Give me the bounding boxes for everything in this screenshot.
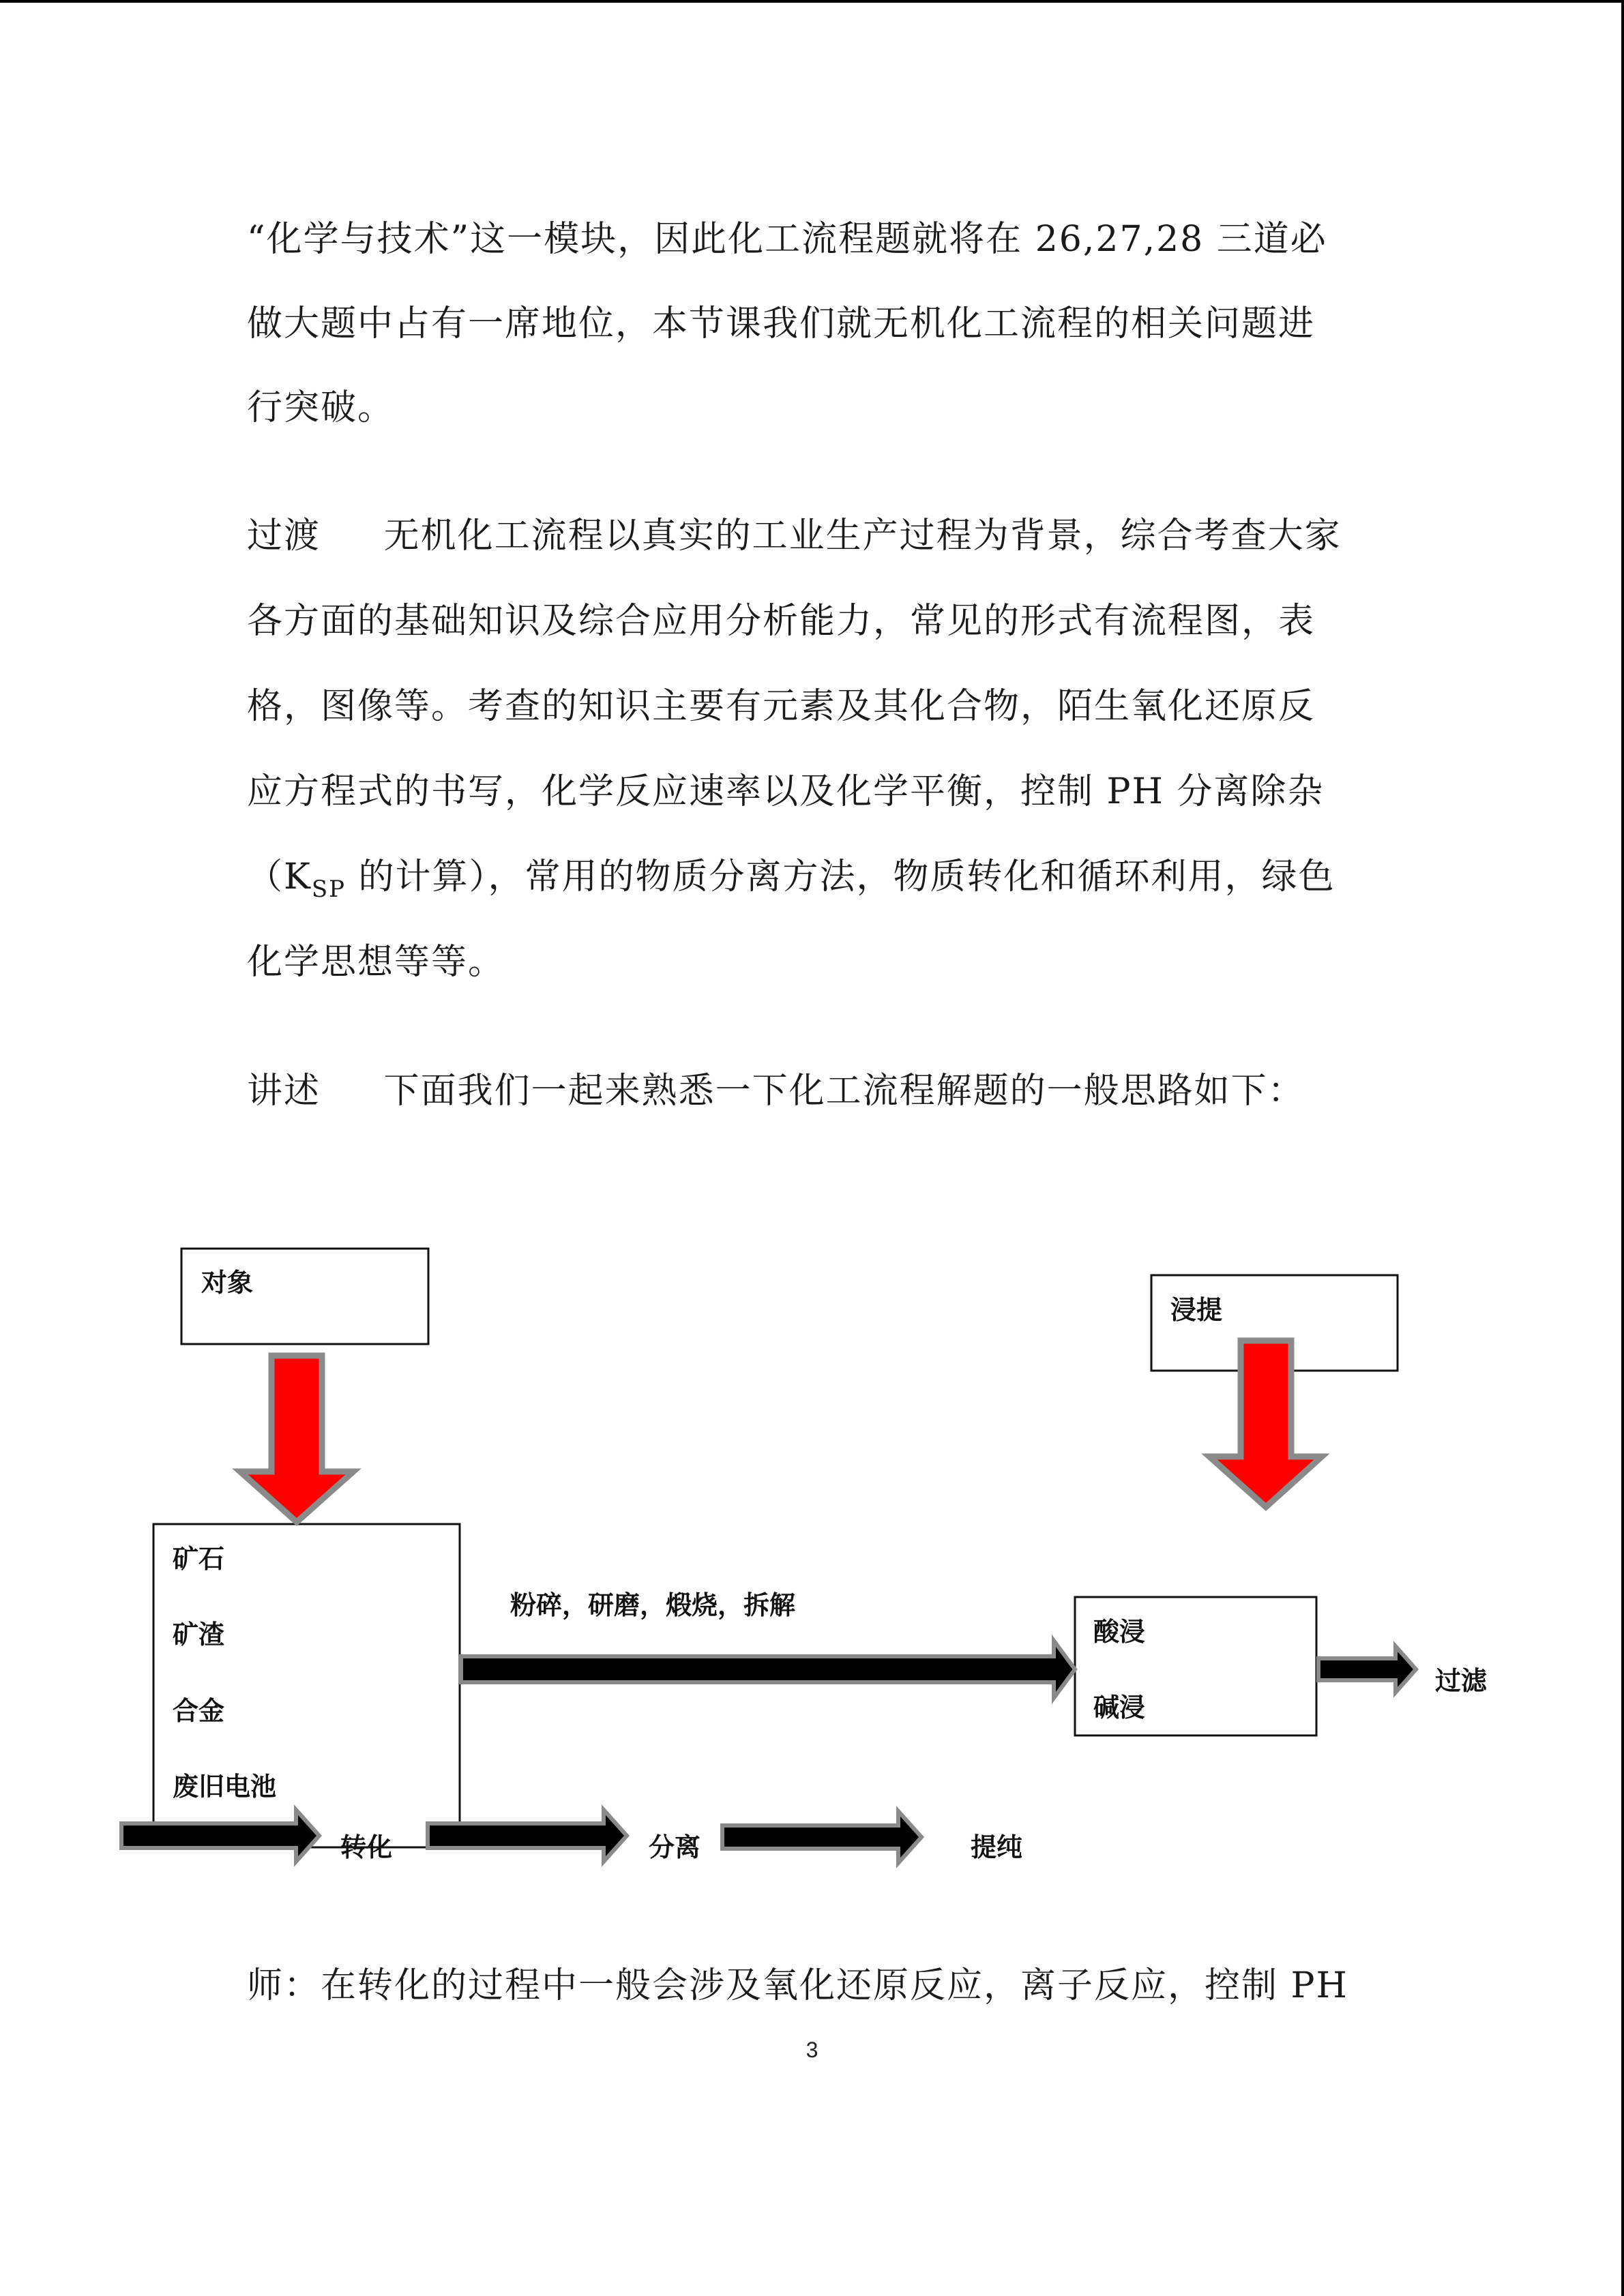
- paragraph-line: 化学思想等等。: [247, 942, 505, 983]
- paragraph-line: 应方程式的书写，化学反应速率以及化学平衡，控制 PH 分离除杂: [247, 771, 1325, 812]
- paragraph-line: 师：在转化的过程中一般会涉及氧化还原反应，离子反应，控制 PH: [247, 1965, 1348, 2006]
- leach-method-item: 酸浸: [1093, 1617, 1146, 1647]
- arrow-to-filter: [1318, 1646, 1416, 1693]
- ksp-rest: 的计算），常用的物质分离方法，物质转化和循环利用，绿色: [346, 856, 1335, 897]
- paragraph-line: 做大题中占有一席地位，本节课我们就无机化工流程的相关问题进: [247, 303, 1316, 344]
- paragraph-line: 讲述 下面我们一起来熟悉一下化工流程解题的一般思路如下：: [247, 1071, 1305, 1112]
- step-label-separate: 分离: [649, 1832, 701, 1862]
- object-box-label: 对象: [201, 1268, 254, 1298]
- ksp-open: （K: [247, 856, 312, 897]
- material-item: 矿渣: [173, 1620, 225, 1650]
- page-number: 3: [806, 2038, 818, 2062]
- step-label-transform: 转化: [340, 1832, 393, 1862]
- leaching-box-label: 浸提: [1170, 1295, 1223, 1325]
- material-item: 废旧电池: [173, 1772, 277, 1802]
- ksp-subscript: SP: [311, 876, 346, 903]
- arrow-to-leach: [461, 1641, 1075, 1698]
- material-item: 合金: [173, 1696, 225, 1726]
- paragraph-line: 各方面的基础知识及综合应用分析能力，常见的形式有流程图，表: [247, 601, 1316, 642]
- paragraph-line: 过渡 无机化工流程以真实的工业生产过程为背景，综合考查大家: [247, 516, 1342, 556]
- filter-label: 过滤: [1435, 1666, 1488, 1696]
- arrow-to-purify: [722, 1811, 921, 1863]
- red-down-arrow-left: [240, 1356, 353, 1522]
- paragraph-line: 行突破。: [247, 387, 395, 428]
- step-label-purify: 提纯: [971, 1832, 1023, 1862]
- paragraph-line: “化学与技术”这一模块，因此化工流程题就将在 26,27,28 三道必: [247, 219, 1327, 260]
- pretreatment-label: 粉碎，研磨，煅烧，拆解: [510, 1590, 796, 1620]
- leach-method-item: 碱浸: [1093, 1693, 1146, 1723]
- material-item: 矿石: [173, 1544, 225, 1574]
- paragraph-line: 格，图像等。考查的知识主要有元素及其化合物，陌生氧化还原反: [247, 686, 1316, 727]
